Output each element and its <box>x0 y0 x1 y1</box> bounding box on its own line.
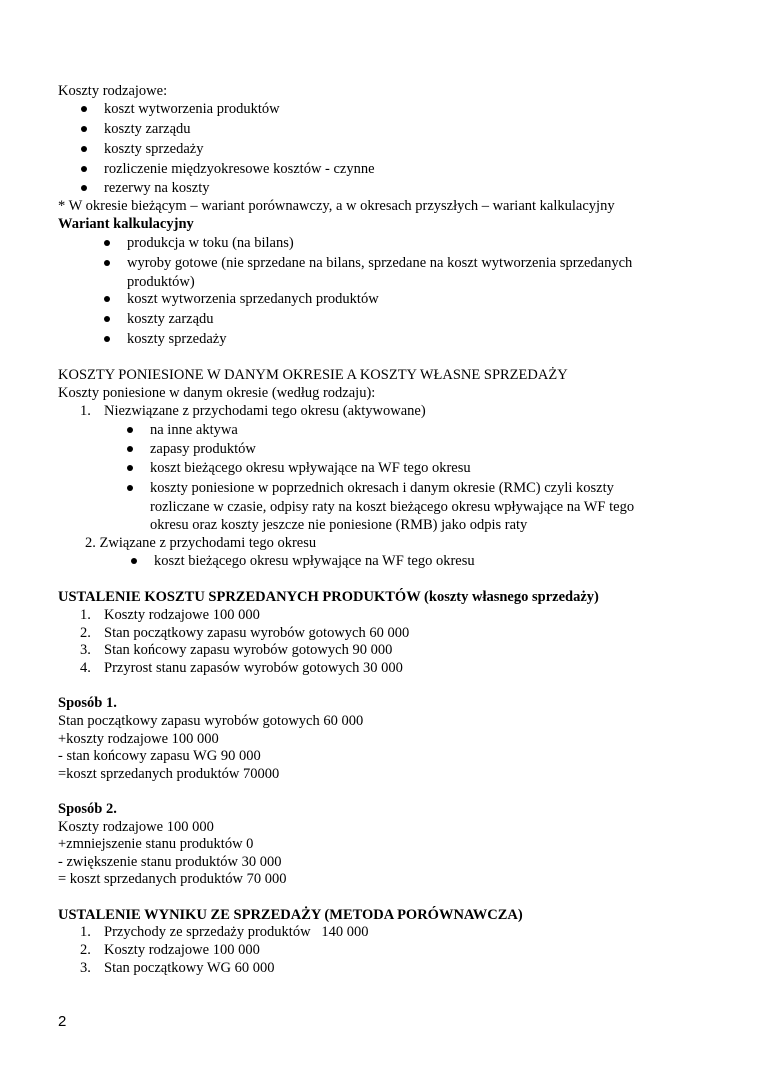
list-item: 2. Związane z przychodami tego okresu <box>85 535 317 551</box>
list-number: 1. <box>80 403 91 419</box>
list-item: koszt bieżącego okresu wpływające na WF tego okresu <box>150 460 471 476</box>
list-item: koszt bieżącego okresu wpływające na WF tego okresu <box>154 553 475 569</box>
list-item: Koszty rodzajowe 100 000 <box>104 942 260 958</box>
calc-line: =koszt sprzedanych produktów 70000 <box>58 766 280 782</box>
section-title-koszty-poniesione: KOSZTY PONIESIONE W DANYM OKRESIE A KOSZTY WŁASNE SPRZEDAŻY <box>58 367 568 383</box>
calc-line: +koszty rodzajowe 100 000 <box>58 731 219 747</box>
list-number: 3. <box>80 642 91 658</box>
calc-line: - stan końcowy zapasu WG 90 000 <box>58 748 261 764</box>
list-item-continuation: produktów) <box>127 274 195 290</box>
list-item: wyroby gotowe (nie sprzedane na bilans, sprzedane na koszt wytworzenia sprzedanych <box>127 255 633 271</box>
list-item: Koszty rodzajowe 100 000 <box>104 607 260 623</box>
calc-line: Stan początkowy zapasu wyrobów gotowych 60 000 <box>58 713 364 729</box>
page-number: 2 <box>58 1013 67 1030</box>
list-item: koszty sprzedaży <box>127 331 227 347</box>
calc-line: = koszt sprzedanych produktów 70 000 <box>58 871 287 887</box>
section-title-wariant-kalkulacyjny: Wariant kalkulacyjny <box>58 216 194 232</box>
list-item: Stan końcowy zapasu wyrobów gotowych 90 000 <box>104 642 393 658</box>
section-title-ustalenie-kosztu: USTALENIE KOSZTU SPRZEDANYCH PRODUKTÓW (koszty własnego sprzedaży) <box>58 589 599 605</box>
list-item: rozliczenie międzyokresowe kosztów - czynne <box>104 161 375 177</box>
list-item: koszty poniesione w poprzednich okresach i danym okresie (RMC) czyli koszty <box>150 480 614 496</box>
section-title-sposob-1: Sposób 1. <box>58 695 117 711</box>
list-item: Stan początkowy zapasu wyrobów gotowych 60 000 <box>104 625 410 641</box>
section-title-ustalenie-wyniku: USTALENIE WYNIKU ZE SPRZEDAŻY (METODA PORÓWNAWCZA) <box>58 907 523 923</box>
list-item: Przychody ze sprzedaży produktów 140 000 <box>104 924 369 940</box>
list-item: Przyrost stanu zapasów wyrobów gotowych 30 000 <box>104 660 403 676</box>
list-item: koszty zarządu <box>127 311 214 327</box>
calc-line: +zmniejszenie stanu produktów 0 <box>58 836 254 852</box>
list-number: 1. <box>80 924 91 940</box>
list-number: 2. <box>80 625 91 641</box>
calc-line: - zwiększenie stanu produktów 30 000 <box>58 854 282 870</box>
list-item: koszt wytworzenia produktów <box>104 101 280 117</box>
list-item: koszty sprzedaży <box>104 141 204 157</box>
list-item: rezerwy na koszty <box>104 180 210 196</box>
list-item-continuation: okresu oraz koszty jeszcze nie poniesione (RMB) jako odpis raty <box>150 517 528 533</box>
list-number: 2. <box>80 942 91 958</box>
calc-line: Koszty rodzajowe 100 000 <box>58 819 214 835</box>
list-number: 1. <box>80 607 91 623</box>
section-title-sposob-2: Sposób 2. <box>58 801 117 817</box>
note-text: * W okresie bieżącym – wariant porównawczy, a w okresach przyszłych – wariant kalkulacyjny <box>58 198 615 214</box>
list-item: Stan początkowy WG 60 000 <box>104 960 275 976</box>
list-item: produkcja w toku (na bilans) <box>127 235 294 251</box>
section-title-koszty-rodzajowe: Koszty rodzajowe: <box>58 83 168 99</box>
list-item: Niezwiązane z przychodami tego okresu (aktywowane) <box>104 403 426 419</box>
list-item: zapasy produktów <box>150 441 256 457</box>
list-item-continuation: rozliczane w czasie, odpisy raty na koszt bieżącego okresu wpływające na WF tego <box>150 499 635 515</box>
list-number: 3. <box>80 960 91 976</box>
list-number: 4. <box>80 660 91 676</box>
section-subtitle: Koszty poniesione w danym okresie (według rodzaju): <box>58 385 376 401</box>
list-item: na inne aktywa <box>150 422 238 438</box>
list-item: koszt wytworzenia sprzedanych produktów <box>127 291 379 307</box>
list-item: koszty zarządu <box>104 121 191 137</box>
